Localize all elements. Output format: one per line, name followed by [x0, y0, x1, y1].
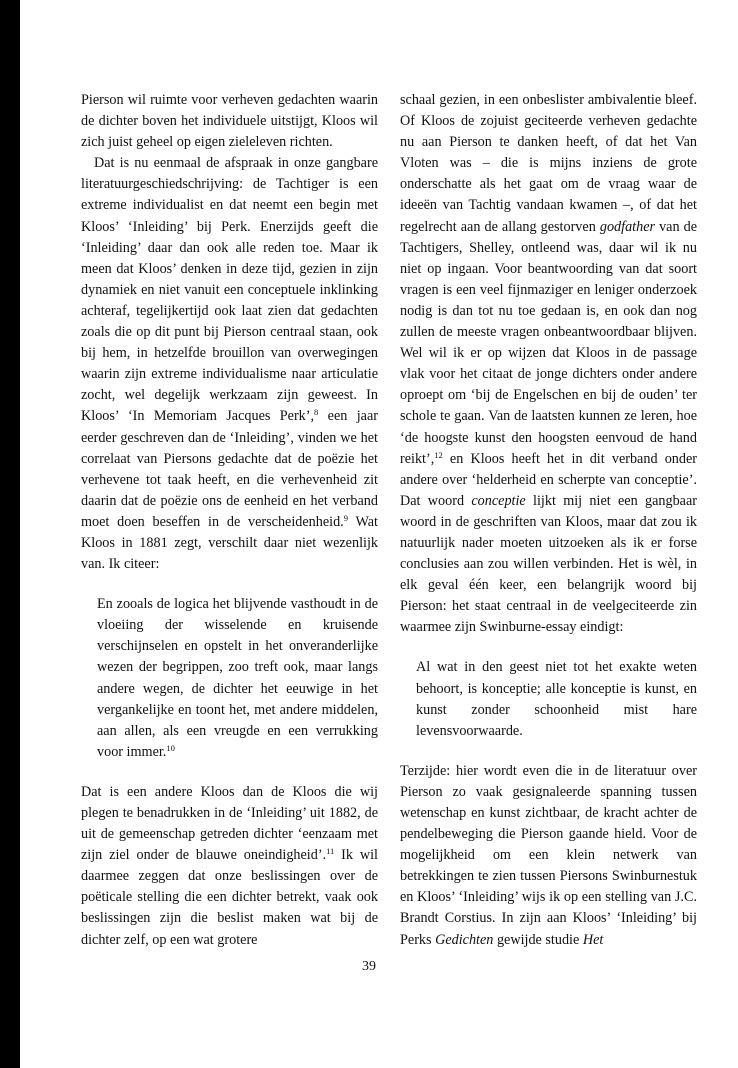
paragraph [400, 90, 697, 638]
text-run: Dat is een andere Kloos dan de Kloos die wij plegen te benadrukken in de ‘Inleiding’ uit 1882, de uit de gemeenschap getreden dichter ‘eenzaam met zijn ziel onder de blauwe oneindigheid’. [81, 783, 378, 864]
quote-text [97, 594, 378, 763]
footnote-ref: 9 [343, 512, 348, 523]
quote-text: Al wat in den geest niet tot het exakte weten behoort, is konceptie; alle konceptie is kunst, en kunst zonder schoonheid mist hare levensvoorwaarde. [416, 659, 697, 739]
italic-term: conceptie [471, 492, 526, 509]
text-run: gewijde studie [493, 931, 583, 948]
text-run: schaal gezien, in een onbeslister ambivalentie bleef. Of Kloos de zojuist geciteerde verheven gedachte nu aan Pierson te danken heeft, of dat het Van Vloten was – die is mijns inziens de grote onderschatte als het gaat om de vraag waar de ideeën van Tachtig vandaan kwamen –, of dat het regelrecht aan de allang gestorven [400, 92, 697, 235]
text-run: Dat is nu eenmaal de afspraak in onze gangbare literatuurgeschiedschrijving: de Tachtiger is een extreme individualist en dat neemt een begin met Kloos’ ‘Inleiding’ bij Perk. Enerzijds geeft die ‘Inleiding’ daar dan ook alle reden toe. Maar ik meen dat Kloos’ denken in deze tijd, gezien in zijn dynamiek en niet vanuit een conceptuele inklinking achteraf, tegelijkertijd ook laat zien dat gedachten zoals die op dit punt bij Pierson centraal staan, ook bij hem, in hetzelfde brouillon van overwegingen waarin zijn extreme individualisme naar articulatie zocht, wel degelijk werkzaam zijn geweest. In Kloos’ ‘In Memoriam Jacques Perk’, [81, 155, 378, 425]
footnote-ref: 8 [314, 407, 319, 418]
scan-binding-edge [0, 0, 20, 1068]
paragraph [81, 782, 378, 951]
text-run: lijkt mij niet een gangbaar woord in de geschriften van Kloos, maar dat zou ik natuurlijk nader moeten uitzoeken als ik er forse conclusies aan zou willen verbinden. Het is wèl, in elk geval één keer, een belangrijk woord bij Pierson: het staat centraal in de veelgeciteerde zin waarmee zijn Swinburne-essay eindigt: [400, 492, 697, 636]
left-column [81, 90, 378, 951]
text-run: Terzijde: hier wordt even die in de literatuur over Pierson zo vaak gesignaleerde spanning tussen wetenschap en kunst zichtbaar, de kracht achter de pendelbeweging die Pierson gaande hield. Voor de mogelijkheid om een klein netwerk van betrekkingen te zien tussen Piersons Swinburnestuk en Kloos’ ‘Inleiding’ wijs ik op een stelling van J.C. Brandt Corstius. In zijn aan Kloos’ ‘Inleiding’ bij Perks [400, 762, 697, 948]
text-run: van de Tachtigers, Shelley, ontleend was, daar wil ik nu niet op ingaan. Voor beantwoording van dat soort vragen is een veel fijnmaziger en leniger onderzoek nodig is dan tot nu toe gedaan is, en ook dan nog zullen de meeste vragen onbeantwoordbaar blijven. Wel wil ik er op wijzen dat Kloos in de passage vlak voor het citaat de jonge dichters onder andere oproept om ‘bij de Engelschen en bij de ouden’ ter schole te gaan. Van de laatsten kunnen ze leren, hoe ‘de hoogste kunst den hoogsten eenvoud de hand reikt’, [400, 218, 697, 467]
text-run: en Kloos heeft het in dit verband onder andere over ‘helderheid en scherpte van conceptie’. Dat woord [400, 450, 697, 509]
text-run: Wat Kloos in 1881 zegt, verschilt daar niet wezenlijk van. Ik citeer: [81, 513, 378, 573]
italic-title: Het [582, 931, 604, 948]
text-run: En zooals de logica het blijvende vasthoudt in de vloeiing der wisselende en kruisende verschijnselen en opstelt in het onveranderlijke wezen der begrippen, zoo treft ook, maar langs andere wegen, de dichter het eeuwige in het vergankelijke en toont het, met andere middelen, aan allen, als een vreugde en een verrukking voor immer. [97, 596, 378, 760]
footnote-ref: 11 [326, 846, 335, 857]
right-column [400, 90, 697, 951]
italic-term: godfather [599, 218, 656, 235]
text-run: Ik wil daarmee zeggen dat onze beslissingen over de poëticale stelling die een dichter betrekt, vaak ook beslissingen zijn die beslist maken wat bij de dichter zelf, op een wat grotere [81, 847, 379, 948]
footnote-ref: 10 [166, 742, 175, 753]
page-number: 39 [362, 959, 376, 974]
paragraph: Pierson wil ruimte voor verheven gedachten waarin de dichter boven het individuele uitstijgt, Kloos wil zich juist geheel op eigen zieleleven richten. [81, 92, 378, 151]
text-run: een jaar eerder geschreven dan de ‘Inleiding’, vinden we het correlaat van Piersons gedachte dat de poëzie het verhevene tot taak heeft, en die verhevenheid zit daarin dat de poëzie ons de eenheid en het verband moet doen beseffen in de verscheidenheid. [81, 408, 378, 530]
block-quote [416, 657, 697, 741]
italic-title: Gedichten [435, 931, 494, 948]
footnote-ref: 12 [434, 449, 443, 460]
block-quote [97, 594, 378, 763]
paragraph [400, 761, 697, 951]
paragraph [81, 153, 378, 575]
